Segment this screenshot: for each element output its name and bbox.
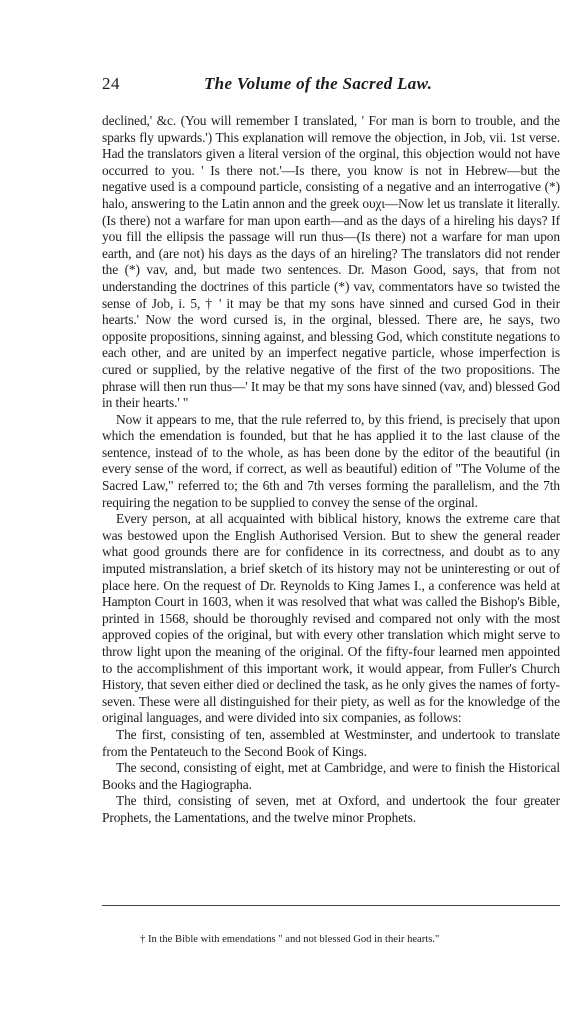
footnote-rule <box>102 905 560 906</box>
paragraph-5: The second, consisting of eight, met at Cambridge, and were to finish the Historical Books and the Hagiographa. <box>102 760 560 792</box>
paragraph-2: Now it appears to me, that the rule referred to, by this friend, is precisely that upon which the emendation is founded, but that he has applied it to the last clause of the sentence, instead of to the whole, as has been done by the editor of the beautiful (in every sense of the word, if correct, as well as beautiful) edition of "The Volume of the Sacred Law," referred to; the 6th and 7th verses forming the parallelism, and the 7th requiring the negation to be supplied to convey the sense of the orginal. <box>102 411 560 510</box>
paragraph-3: Every person, at all acquainted with biblical history, knows the extreme care that was bestowed upon the English Authorised Version. But to shew the general reader what good grounds there are for confidence in its correctness, and doubt as to any imputed mistranslation, a brief sketch of its history may not be uninteresting or out of place here. On the request of Dr. Reynolds to King James I., a conference was held at Hampton Court in 1603, when it was resolved that what was called the Bishop's Bible, printed in 1568, should be thoroughly revised and compared not only with the most approved copies of the original, but with every other translation which might serve to throw light upon the meaning of the original. Of the fifty-four learned men appointed to the accomplishment of this important work, it would appear, from Fuller's Church History, that seven either died or declined the task, as he only gives the names of forty-seven. These were all distinguished for their piety, as well as for the knowledge of the original languages, and were divided into six companies, as follows: <box>102 511 560 726</box>
page-body <box>102 113 560 827</box>
footnote: † In the Bible with emendations " and not blessed God in their hearts." <box>140 934 440 945</box>
page-number: 24 <box>102 74 120 93</box>
page-header <box>102 74 474 98</box>
paragraph-6: The third, consisting of seven, met at Oxford, and undertook the four greater Prophets, the Lamentations, and the twelve minor Prophets. <box>102 793 560 825</box>
paragraph-1: declined,' &c. (You will remember I translated, ' For man is born to trouble, and the sparks fly upwards.') This explanation will remove the objection, in Job, vii. 1st verse. Had the translators given a literal version of the orginal, this objection would not have occurred to you. ' Is there not.'—Is there, you know is not in Hebrew—but the negative used is a compound particle, consisting of a negative and an interrogative (*) halo, answering to the Latin annon and the greek ουχι—Now let us translate it literally. (Is there) not a warfare for man upon earth—and as the days of a hireling his days? If you fill the ellipsis the passage will run thus—(Is there) not a warfare for man upon earth, and (are not) his days as the days of an hireling? The translators did not render the (*) vav, and, but made two sentences. Dr. Mason Good, says, that from not understanding the doctrines of this particle (*) vav, commentators have so twisted the sense of Job, i. 5, † ' it may be that my sons have sinned and cursed God in their hearts.' Now the word cursed is, in the orginal, blessed. There are, he says, two opposite propositions, sinning against, and blessing God, which constitute negations to each other, and are united by an imperfect negative particle, whose imperfection is cured or supplied, by the relative negative of the first of the two propositions. The phrase will then run thus—' It may be that my sons have sinned (vav, and) blessed God in their hearts.' " <box>102 113 560 411</box>
running-title: The Volume of the Sacred Law. <box>204 74 433 93</box>
paragraph-4: The first, consisting of ten, assembled at Westminster, and undertook to translate from the Pentateuch to the Second Book of Kings. <box>102 726 560 759</box>
